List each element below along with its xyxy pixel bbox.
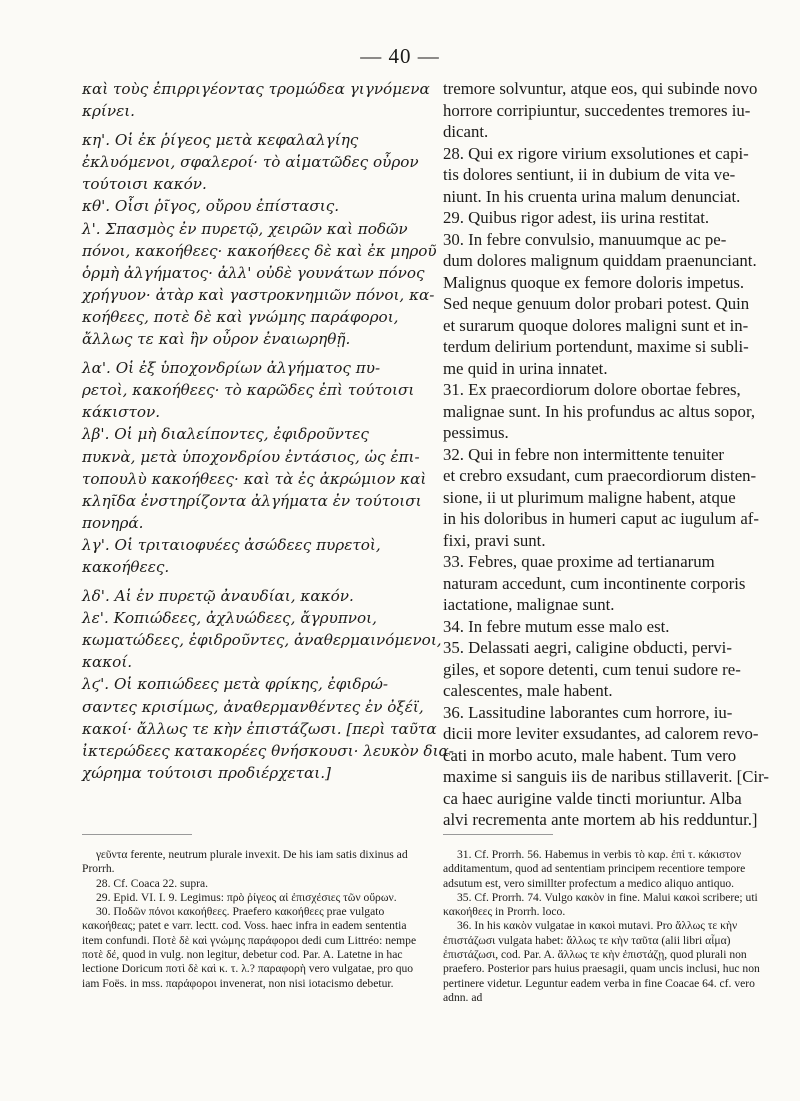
greek-text-line: λα'. Οἱ ἐξ ὑποχονδρίων ἀλγήματος πυ- bbox=[82, 359, 381, 378]
greek-text-line: καὶ τοὺς ἐπιρριγέοντας τρομώδεα γιγνόμενα bbox=[82, 80, 430, 98]
latin-text-line: et crebro exsudant, cum praecordiorum disten- bbox=[443, 466, 757, 485]
greek-text-line: ἐκλυόμενοι, σφαλεροί· τὸ αἱματῶδες οὖρον bbox=[82, 153, 419, 172]
latin-text-line: 35. Delassati aegri, caligine obducti, pervi- bbox=[443, 638, 732, 657]
greek-text-line: ἰκτερώδεες κατακορέες θνήσκουσι· λευκὸν δια- bbox=[82, 741, 454, 760]
footnote: 35. Cf. Prorrh. 74. Vulgo κακὸν in fine. Malui κακοὶ scribere; uti κακοήθεες in Prorrh. loco. bbox=[443, 890, 758, 919]
greek-text-line: ρετοὶ, κακοήθεες· τὸ καρῶδες ἐπὶ τούτοισι bbox=[82, 381, 415, 400]
greek-text-line: λϛ'. Οἱ κοπιώδεες μετὰ φρίκης, ἐφιδρώ- bbox=[82, 675, 388, 694]
greek-text-line: τοπουλὺ κακοήθεες· καὶ τὰ ἐς ἀκρώμιον καὶ bbox=[82, 469, 427, 488]
greek-text-line: κη'. Οἱ ἐκ ῥίγεος μετὰ κεφαλαλγίης bbox=[82, 131, 359, 150]
latin-text-line: me quid in urina innatet. bbox=[443, 358, 608, 378]
greek-text-line bbox=[82, 578, 429, 585]
latin-text-line: cati in morbo acuto, male habent. Tum vero bbox=[443, 745, 737, 765]
greek-text-line: πόνοι, κακοήθεες· κακοήθεες δὲ καὶ ἐκ μηροῦ bbox=[82, 241, 437, 260]
latin-text-line: et surarum quoque dolores maligni sunt et in- bbox=[443, 315, 749, 335]
latin-text-line: sione, ii ut plurimum maligne habent, atque bbox=[443, 487, 736, 507]
greek-text-line: λδ'. Αἱ ἐν πυρετῷ ἀναυδίαι, κακόν. bbox=[82, 587, 354, 606]
footnote: γεῦντα ferente, neutrum plurale invexit. De his iam satis dixinus ad Prorrh. bbox=[82, 848, 408, 876]
latin-text-line: giles, et sopore detenti, cum tenui sudore re- bbox=[443, 659, 741, 679]
latin-text-line: terdum delirium portendunt, maxime si subli- bbox=[443, 337, 749, 356]
latin-text-line: 33. Febres, quae proxime ad tertianarum bbox=[443, 552, 715, 571]
greek-text-line bbox=[82, 350, 429, 357]
latin-text-line: 32. Qui in febre non intermittente tenuiter bbox=[443, 444, 725, 464]
latin-text-line: Malignus quoque ex femore doloris impetus. bbox=[443, 272, 745, 292]
latin-text-line: Sed neque genuum dolor probari potest. Quin bbox=[443, 294, 750, 313]
latin-text-line: dum dolores malignum quiddam praenunciant. bbox=[443, 251, 757, 270]
greek-text-line bbox=[82, 122, 429, 129]
latin-text-line: malignae sunt. In his profundus ac altus sopor, bbox=[443, 401, 756, 421]
latin-translation-column bbox=[443, 78, 771, 831]
footnote-separator-left bbox=[82, 834, 192, 835]
page-number: — 40 — bbox=[360, 44, 440, 68]
greek-text-line: πονηρά. bbox=[82, 513, 144, 532]
greek-text-line: λβ'. Οἱ μὴ διαλείποντες, ἐφιδροῦντες bbox=[82, 425, 369, 444]
footnote: 29. Epid. VI. I. 9. Legimus: πρὸ ῥίγεος αἱ ἐπισχέσιες τῶν οὔρων. bbox=[96, 890, 397, 904]
greek-text-line: κοήθεες, ποτὲ δὲ καὶ γνώμης παράφοροι, bbox=[82, 307, 399, 326]
greek-text-line: κληῖδα ἐνστηρίζοντα ἀλγήματα ἐν τούτοισι bbox=[82, 491, 422, 510]
greek-text-line: λ'. Σπασμὸς ἐν πυρετῷ, χειρῶν καὶ ποδῶν bbox=[82, 219, 408, 238]
latin-text-line: niunt. In his cruenta urina malum denunciat. bbox=[443, 186, 741, 206]
greek-text-line: λε'. Κοπιώδεες, ἀχλυώδεες, ἄγρυπνοι, bbox=[82, 609, 377, 628]
greek-text-line: ὁρμὴ ἀλγήματος· ἀλλ' οὐδὲ γουνάτων πόνος bbox=[82, 263, 425, 282]
latin-text-line: tis dolores sentiunt, ii in dubium de vita ve- bbox=[443, 165, 736, 184]
latin-text-line: 34. In febre mutum esse malo est. bbox=[443, 616, 670, 636]
latin-text-line: 31. Ex praecordiorum dolore obortae febres, bbox=[443, 380, 741, 399]
greek-text-line: κωματώδεες, ἐφιδροῦντες, ἀναθερμαινόμενοι, bbox=[82, 631, 442, 650]
latin-text-line: iactatione, malignae sunt. bbox=[443, 595, 615, 614]
footnote: 30. Ποδῶν πόνοι κακοήθεες. Praefero κακοήθεες prae vulgato κακοήθεας; patet e varr. lectt. cod. Voss. haec infra in eadem sententia item confundi. Ποτὲ δὲ καὶ γνώμης παράφοροι dedi cum Littréo: nempe ποτὲ δέ, quod in vulg. non legitur, debetur cod. Par. A. Latetne in hac lectione Doricum ποτὶ δὲ καὶ κ. τ. λ.? παραφορὴ vero vulgatae, pro quo iam Foës. in mss. παράφοροι invenerat, non nisi iotacismo debetur. bbox=[82, 905, 417, 990]
greek-text-line: πυκνὰ, μετὰ ὑποχονδρίου ἐντάσιος, ὡς ἐπι- bbox=[82, 447, 420, 466]
latin-text-line: dicant. bbox=[443, 122, 489, 141]
latin-text-line: calescentes, male habent. bbox=[443, 681, 613, 700]
greek-text-line: κάκιστον. bbox=[82, 403, 161, 422]
footnotes-right bbox=[443, 848, 771, 1005]
latin-text-line: ca haec aurigine valde tincti moriuntur. Alba bbox=[443, 788, 742, 808]
latin-text-line: fixi, pravi sunt. bbox=[443, 530, 546, 550]
greek-text-line: κακοί· ἄλλως τε κὴν ἐπιστάζωσι. [περὶ ταῦτα bbox=[82, 719, 437, 738]
footnote: 31. Cf. Prorrh. 56. Habemus in verbis τὸ καρ. ἐπὶ τ. κάκιστον additamentum, quod ad sententiam principem recentiore tempore adsutum est, vero simillter profectum a medico aliquo antiquo. bbox=[443, 848, 746, 890]
latin-text-line: tremore solvuntur, atque eos, qui subinde novo bbox=[443, 79, 758, 98]
greek-text-line: κακοήθεες. bbox=[82, 557, 170, 576]
footnote-separator-right bbox=[443, 834, 553, 835]
latin-text-line: dicii more leviter exsudantes, ad calorem revo- bbox=[443, 724, 759, 743]
greek-text-line: χώρημα τούτοισι προδιέρχεται.] bbox=[82, 763, 331, 782]
latin-text-line: in his doloribus in humeri caput ac iugulum af- bbox=[443, 509, 759, 528]
greek-text-line: χρήγυον· ἀτὰρ καὶ γαστροκνημιῶν πόνοι, κα- bbox=[82, 285, 435, 304]
latin-text-line: maxime si sanguis iis de naribus stillaverit. [Cir- bbox=[443, 767, 769, 786]
footnote: 36. In his κακὸν vulgatae in κακοὶ mutavi. Pro ἄλλως τε κὴν ἐπιστάζωσι vulgata habet: ἄλλως τε κὴν ταῦτα (alii libri αἷμα) ἐπιστάζωσι, cod. Par. A. ἄλλως τε κὴν ἐπιστάζῃ, quod plurali non praefero. Posterior pars huius praesagii, quam uncis inclusi, huc non pertinere videtur. Leguntur eadem verba in fine Coacae 64. cf. vero adnn. ad bbox=[443, 919, 760, 1004]
footnotes-left bbox=[82, 848, 429, 991]
latin-text-line: alvi recrementa ante mortem ab his redduntur.] bbox=[443, 810, 758, 829]
greek-text-line: τούτοισι κακόν. bbox=[82, 175, 207, 194]
greek-text-line: ἄλλως τε καὶ ἢν οὖρον ἐναιωρηθῇ. bbox=[82, 330, 351, 349]
greek-text-line: λγ'. Οἱ τριταιοφυέες ἀσώδεες πυρετοὶ, bbox=[82, 535, 381, 554]
greek-text-line: κθ'. Οἷσι ῥῖγος, οὔρου ἐπίστασις. bbox=[82, 197, 340, 216]
greek-text-line: κρίνει. bbox=[82, 102, 136, 121]
footnote: 28. Cf. Coaca 22. supra. bbox=[96, 876, 209, 890]
greek-text-line: σαντες κρισίμως, ἀναθερμανθέντες ἐν ὀξέϊ, bbox=[82, 697, 424, 716]
latin-text-line: 30. In febre convulsio, manuumque ac pe- bbox=[443, 229, 727, 249]
latin-text-line: 36. Lassitudine laborantes cum horrore, iu- bbox=[443, 702, 733, 722]
latin-text-line: 29. Quibus rigor adest, iis urina restitat. bbox=[443, 208, 710, 227]
greek-text-line: κακοί. bbox=[82, 653, 133, 672]
latin-text-line: naturam accedunt, cum incontinente corporis bbox=[443, 573, 746, 593]
latin-text-line: pessimus. bbox=[443, 423, 509, 442]
latin-text-line: 28. Qui ex rigore virium exsolutiones et capi- bbox=[443, 143, 749, 163]
greek-text-column bbox=[82, 78, 454, 784]
latin-text-line: horrore corripiuntur, succedentes tremores iu- bbox=[443, 100, 751, 120]
